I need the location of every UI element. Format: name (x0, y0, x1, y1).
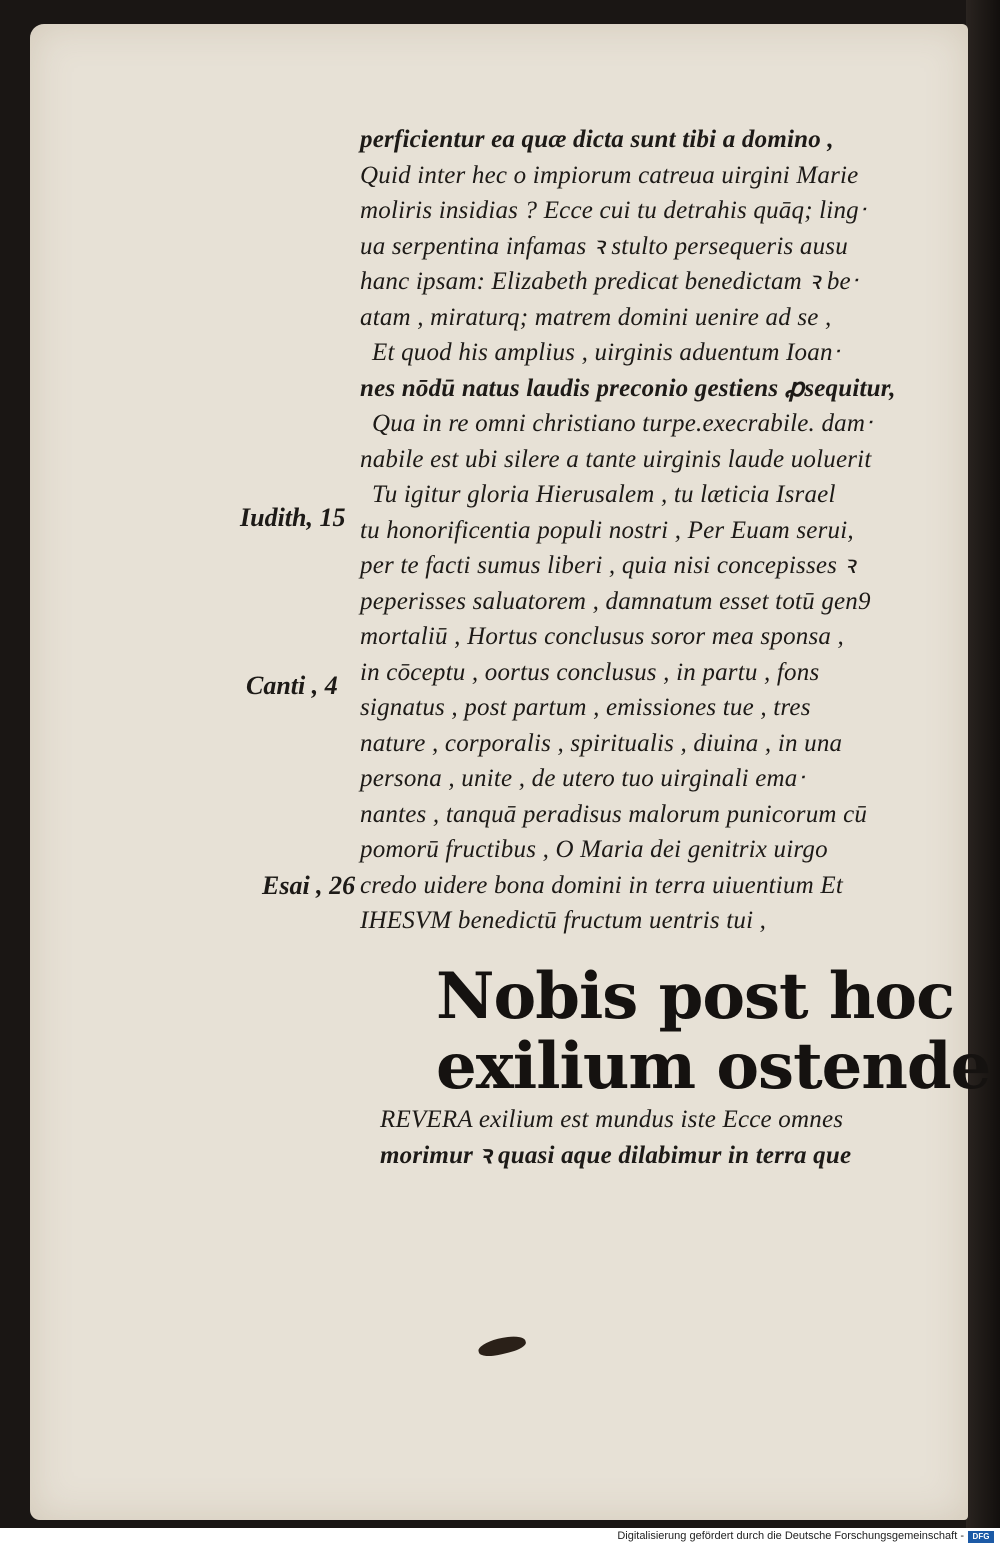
text-line: in cōceptu , oortus conclusus , in partu , fons (360, 658, 820, 686)
text-line: credo uidere bona domini in terra uiuentium Et (360, 871, 843, 899)
dfg-logo[interactable]: DFG (968, 1531, 994, 1543)
book-edge (966, 0, 1000, 1528)
after-heading-text (380, 1102, 960, 1173)
section-heading-line-1: Nobis post hoc (436, 959, 955, 1034)
text-line: per te facti sumus liberi , quia nisi concepisses ꝛ (360, 552, 856, 579)
text-line: tu honorificentia populi nostri , Per Euam serui, (360, 516, 854, 544)
section-heading-line-2: exilium ostende (436, 1029, 991, 1104)
text-line: Quid inter hec o impiorum catreua uirgini Marie (360, 161, 859, 189)
text-line: perficientur ea quæ dicta sunt tibi a domino , (360, 126, 834, 153)
footer-credit: Digitalisierung gefördert durch die Deutsche Forschungsgemeinschaft - (617, 1530, 964, 1542)
text-line: moliris insidias ? Ecce cui tu detrahis quāq; lingᐧ (360, 197, 866, 224)
text-line: nabile est ubi silere a tante uirginis laude uoluerit (360, 445, 872, 473)
text-line: nature , corporalis , spiritualis , diuina , in una (360, 729, 843, 757)
text-line: mortaliū , Hortus conclusus soror mea sponsa , (360, 623, 844, 650)
text-line: ua serpentina infamas ꝛ stulto persequeris ausu (360, 232, 848, 260)
text-line: hanc ipsam: Elizabeth predicat benedictam ꝛ beᐧ (360, 268, 858, 295)
text-line: morimur ꝛ quasi aque dilabimur in terra que (380, 1141, 852, 1169)
text-line: IHESVM benedictū fructum uentris tui , (360, 907, 767, 934)
text-line: signatus , post partum , emissiones tue , tres (360, 694, 811, 721)
text-line: nantes , tanquā peradisus malorum punicorum cū (360, 800, 868, 828)
text-line: persona , unite , de utero tuo uirginali emaᐧ (360, 765, 805, 792)
text-line: nes nōdū natus laudis preconio gestiens ꝓsequitur, (360, 374, 896, 402)
text-line: atam , miraturq; matrem domini uenire ad se , (360, 303, 832, 331)
text-line: Et quod his amplius , uirginis aduentum Ioanᐧ (372, 339, 840, 366)
text-line: REVERA exilium est mundus iste Ecce omnes (380, 1106, 844, 1133)
margin-note-canti: Canti , 4 (246, 671, 338, 700)
margin-note-judith: Iudith, 15 (240, 503, 346, 532)
main-text-block (360, 122, 950, 939)
text-line: Tu igitur gloria Hierusalem , tu læticia Israel (372, 481, 836, 508)
text-line: Qua in re omni christiano turpe.execrabile. damᐧ (372, 410, 872, 437)
footer-bar (0, 1528, 1000, 1547)
text-line: pomorū fructibus , O Maria dei genitrix uirgo (360, 836, 828, 863)
margin-note-esai: Esai , 26 (262, 871, 356, 900)
text-line: peperisses saluatorem , damnatum esset totū gen9 (360, 587, 871, 615)
